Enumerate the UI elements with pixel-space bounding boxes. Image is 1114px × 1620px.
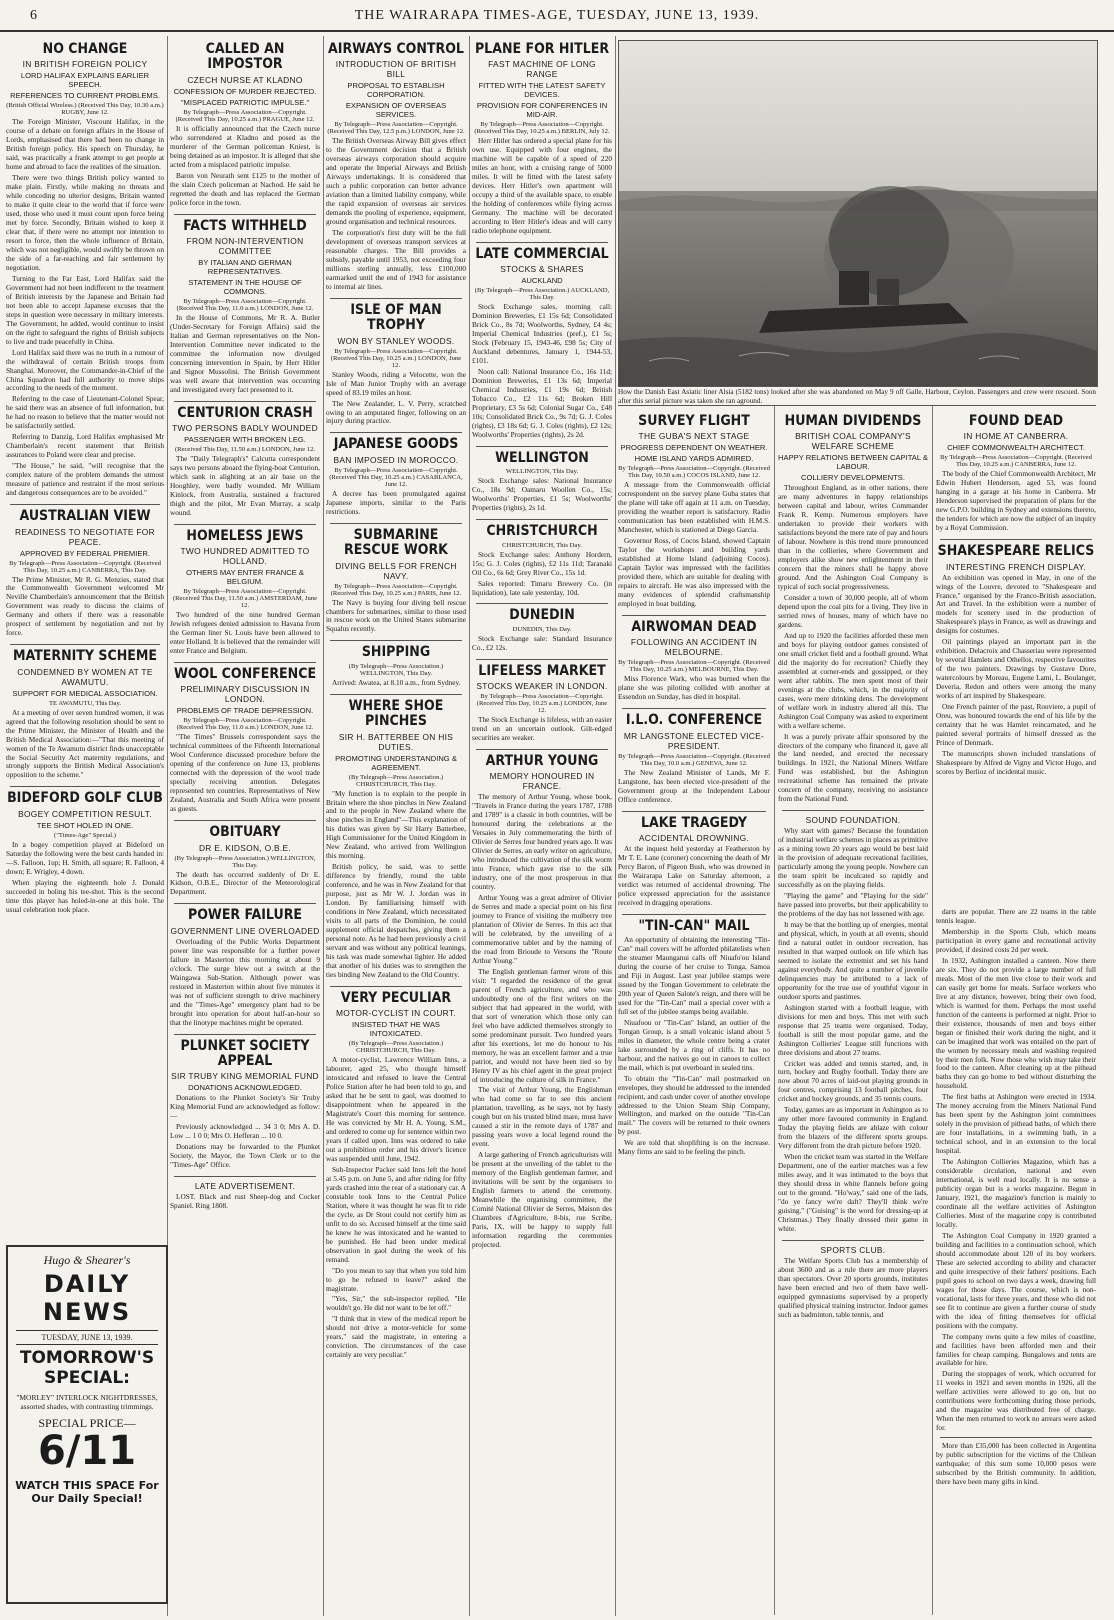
- subheadline: ACCIDENTAL DROWNING.: [638, 832, 750, 843]
- headline: POWER FAILURE: [187, 907, 302, 924]
- dateline: By Telegraph—Press Association—Copyright. (Received This Day, 10.25 a.m.) CANBERRA, June 12.: [940, 454, 1092, 469]
- paragraph: "I think that in view of the medical report he should not drive a motor-vehicle for some years," said the magistrate, in entering a conviction. The circumstances of the case certainly are very peculiar.": [326, 1314, 466, 1360]
- divider: [476, 242, 608, 243]
- subheadline: IN HOME AT CANBERRA.: [963, 431, 1069, 442]
- headline: SHAKESPEARE RELICS: [937, 543, 1095, 560]
- sub-deck: REFERENCES TO CURRENT PROBLEMS.: [10, 91, 160, 101]
- ad-headline: TOMORROW'S SPECIAL:: [19, 1348, 155, 1388]
- subheadline: BAN IMPOSED IN MOROCCO.: [333, 454, 459, 465]
- paragraph: The English gentleman farmer wrote of this visit: "I regarded the residence of the great parent of French agriculture, and who was undoubtedly one of the first writers on the subject that had appeared in the world, with that sort of veneration which those only can feel who have addicted themselves strongly to some predominant pursuit. Two hundred years after his exertions, let me do honour to his memory, he was an excellent farmer and a true patriot, and would not have been tied so by Henry IV as his chief agent in the great project of introducing the culture of silk in France.": [472, 966, 612, 1084]
- paragraph: The visit of Arthur Young, the Englishman who had come so far to see this ancient plantation, travelling, as he says, not by hasty cough but on his trusted blind mare, must have caused a stir in the remote days of 1787 and passing years wove a local legend round the event.: [472, 1085, 612, 1149]
- paragraph: Lord Halifax said there was no truth in a rumour of the withdrawal of certain British troops from Shanghai. Moreover, the Commander-in-Chief of the China Squadron had full authority to move ships according to the needs of the moment.: [6, 347, 164, 393]
- divider: [174, 662, 316, 663]
- paragraph: It was a purely private affair sponsored by the directors of the company who financed it, gave all the land needed, and erected the necessary buildings. In 1921, the National Miners Welfare Fund was established, but the Ashington recreational scheme has remained the private concern of the company, receiving no assistance from the National Fund.: [778, 731, 928, 804]
- paragraph: Stock Exchange sales: Anthony Hordern, 15s; G. J. Coles (rights), £2 11s 11d; Taranaki Oil Co., 6s 6d; Grey River Co., 15s 1d.: [472, 549, 612, 577]
- divider: [174, 820, 316, 821]
- article-found-dead: [936, 414, 1096, 533]
- column-7: [936, 410, 1096, 900]
- headline: CHRISTCHURCH: [486, 523, 598, 540]
- article-shipping: [326, 645, 466, 687]
- paragraph: LOST. Black and rust Sheep-dog and Cocker Spaniel. Ring 1808.: [170, 1192, 320, 1210]
- paragraph: British policy, he said, was to settle difference by friendly, round the table conference, and he was in New Zealand for that purpose, just as Mr W. J. Jordan was in London. By familiarising himself with conditions in New Zealand, which necessitated visits to all parts of the Dominion, he could supplement official despatches, giving them a personal note. As he had been previously a civil servant and was without any political leanings, his task was made somewhat lighter. He added that another of his duties was to strengthen the ties binding New Zealand to the Old Country.: [326, 862, 466, 979]
- paragraph: Referring to Danzig, Lord Halifax emphasised Mr Chamberlain's recent statement that British assurances to Poland were clear and precise.: [6, 432, 164, 460]
- sub-deck: COLLIERY DEVELOPMENTS.: [801, 473, 905, 483]
- paragraph: Cricket was added and tennis started, and, in turn, hockey and Rugby football. Today there are now about 70 acres of laid-out playing grounds in four centres, comprising 13 football pitches, four cricket and hockey grounds, and 35 tennis courts.: [778, 1058, 928, 1104]
- headline: PLANE FOR HITLER: [474, 41, 610, 57]
- column-rule: [932, 405, 933, 1615]
- article-i-l-o-conference: [618, 713, 770, 804]
- divider: [330, 694, 462, 695]
- paragraph: The manuscripts shown included translations of Shakespeare by Alfred de Vigny and Victor Hugo, and scores by Berlioz of incidental music.: [936, 748, 1096, 776]
- ship-photograph: [618, 40, 1098, 387]
- subheadline: STOCKS WEAKER IN LONDON.: [476, 681, 608, 692]
- divider: [330, 986, 462, 987]
- paragraph: Baron von Neurath sent £125 to the mother of the slain Czech policeman at Nachod. He said he regretted the death and has replaced the German police force in the town.: [170, 170, 320, 207]
- sub-deck: CHIEF COMMONWEALTH ARCHITECT.: [947, 443, 1085, 453]
- subheadline: LATE ADVERTISEMENT.: [194, 1181, 296, 1192]
- article-obituary: [170, 825, 320, 897]
- article-where-shoe-pinches: [326, 699, 466, 980]
- article-isle-of-man-trophy: [326, 303, 466, 427]
- sub-deck: PASSENGER WITH BROKEN LEG.: [184, 435, 306, 444]
- page-number: 6: [30, 8, 37, 23]
- divider: [782, 810, 924, 811]
- paragraph: The Navy is buying four diving bell rescue chambers for submarines, similar to those used in rescue work on the United States submarine Squalus recently.: [326, 597, 466, 634]
- divider: [330, 523, 462, 524]
- headline: WELLINGTON: [495, 449, 589, 466]
- headline: JAPANESE GOODS: [333, 436, 459, 453]
- paragraph: "Yes, Sir," the sub-inspector replied. "He wouldn't go. He did not want to be let off.": [326, 1294, 466, 1313]
- dateline: By Telegraph—Press Association—Copyright. (Received This Day, 10.25 a.m.) BERLIN, July 12.: [474, 121, 610, 136]
- subheadline: PRELIMINARY DISCUSSION IN LONDON.: [180, 684, 310, 705]
- dateline: (By Telegraph—Press Association.) WELLINGTON, This Day.: [174, 854, 316, 869]
- subheadline: BOGEY COMPETITION RESULT.: [18, 808, 152, 819]
- article-wellington: [472, 451, 612, 513]
- column-rule: [615, 36, 616, 1616]
- subheadline: INTERESTING FRENCH DISPLAY.: [946, 561, 1086, 572]
- subheadline: TWO PERSONS BADLY WOUNDED: [172, 423, 318, 433]
- divider: [940, 539, 1092, 540]
- ad-brand: Hugo & Shearer's: [43, 1253, 131, 1267]
- article-plunket-society-appeal: [170, 1039, 320, 1171]
- sub-deck: HAPPY RELATIONS BETWEEN CAPITAL & LABOUR.: [778, 453, 928, 472]
- dateline: (By Telegraph—Press Association.) CHRISTCHURCH, This Day.: [348, 1040, 444, 1055]
- divider: [476, 659, 608, 660]
- subheadline: MR LANGSTONE ELECTED VICE-PRESIDENT.: [623, 730, 765, 751]
- ad-title: DAILY NEWS: [42, 1270, 132, 1326]
- divider: [476, 519, 608, 520]
- divider: [10, 786, 160, 787]
- sub-deck: PROVISION FOR CONFERENCES IN MID-AIR.: [476, 101, 608, 120]
- paragraph: Ashington started with a football league, with divisions for men and boys. This met with such response that 25 teams were organised. Today, football is still the most popular game, and the Ashington Collieries' League still functions with three divisions and about 27 teams.: [778, 1002, 928, 1057]
- article-arthur-young: [472, 754, 612, 1250]
- headline: NO CHANGE: [42, 41, 128, 57]
- dateline: By Telegraph—Press Association—Copyright. (Received This Day, 10.25 a.m.) CASABLANCA, June 12.: [329, 466, 463, 488]
- headline: WOOL CONFERENCE: [173, 666, 317, 683]
- article-wool-conference: [170, 667, 320, 814]
- paragraph: To obtain the "Tin-Can" mail postmarked on envelopes, they should be addressed to the intended recipient, and cash under cover of another envelope addressed to the Union Steam Ship Company, Wellington, and marked on the outside "Tin-Can mail." The covers will be returned to their owners by post.: [618, 1073, 770, 1137]
- headline: PLUNKET SOCIETY APPEAL: [180, 1037, 310, 1069]
- divider: [622, 615, 766, 616]
- sub-deck: TEE SHOT HOLED IN ONE.: [36, 820, 134, 830]
- column-2: [170, 38, 320, 1613]
- sub-deck: PROMOTING UNDERSTANDING & AGREEMENT.: [335, 753, 457, 772]
- paragraph: When the cricket team was started in the Welfare Department, one of the earlier matches was a few miles away, and it was intimated to the boys that they should dress in white flannels before going out to the ground. "Ho'way," said one of the lads, "do ye fancy we're daft? They'll think we're guising." ("Guising" is the word for dressing-up at Christmas.) They finally dressed their game in white.: [778, 1152, 928, 1233]
- article-airwoman-dead: [618, 620, 770, 702]
- article-plane-for-hitler: [472, 42, 612, 236]
- paragraph: One French painter of the past, Rouviere, a pupil of Oreu, was honoured towards the end of his life by the certainty that he was Hamlet reincarnated, and he painted several portraits of himself dressed as the Prince of Denmark.: [936, 702, 1096, 747]
- paragraph: Herr Hitler has ordered a special plane for his own use. Equipped with four engines, the machine will be capable of a speed of 220 miles an hour, with a cruising range of 5000 miles. It will be fitted with the latest safety devices. Herr Hitler's own apartment will occupy a third of the available space, to enable the holding of conferences while flying across Germany. The machine will be decorated according to Herr Hitler's ideas and will carry radio telephone equipment.: [472, 136, 612, 236]
- article-lake-tragedy: [618, 816, 770, 908]
- headline: CALLED AN IMPOSTOR: [205, 41, 285, 73]
- ad-price: 6/11: [37, 1428, 137, 1475]
- paragraph: Donations to the Plunket Society's Sir Truby King Memorial Fund are acknowledged as follow:—: [170, 1093, 320, 1121]
- headline: AUSTRALIAN VIEW: [19, 508, 151, 525]
- dateline: CHRISTCHURCH, This Day.: [502, 541, 582, 549]
- dateline: (By Telegraph—Press Association.) CHRISTCHURCH, This Day.: [348, 773, 444, 788]
- divider: [476, 603, 608, 604]
- divider: [940, 1437, 1092, 1438]
- headline: ISLE OF MAN TROPHY: [350, 301, 442, 334]
- paragraph: The memory of Arthur Young, whose book, "Travels in France during the years 1787, 1788 and 1789" is a classic in both countries, will be honoured during the celebrations at the Versaies in July commemorating the birth of Olivier de Serres four hundred years ago. It was Olivier de Serres, an early writer on agriculture, who introduced the cultivation of the silk worm into France, which gave rise to the silk industry, one of the most prosperous in that country.: [472, 792, 612, 892]
- ad-footer: WATCH THIS SPACE For Our Daily Special!: [15, 1479, 159, 1506]
- paragraph: A decree has been promulgated against Japanese imports, similar to the Paris restrictions.: [326, 488, 466, 516]
- column-4: [472, 38, 612, 1613]
- subheadline: READINESS TO NEGOTIATE FOR PEACE.: [15, 526, 155, 547]
- continued-text: In 1932, Ashington installed a canteen. Now there are six. They do not provide a large number of full meals. Most of the men live close to their work and can easily get home for meals. Surface workers who live at any distance, however, bring their own food, which is warmed for them. Perhaps the most useful function of the canteens is performed at night. Prior to their existence, thousands of men and boys either began or finished their work during the night, and it can be imagined that work was entailed on the part of the women by necessary meals and washing required by their men folk. Now those who wish may take their food to the canteen. After cleaning up at the pithead baths they can go home to bed without disturbing the household.: [936, 955, 1096, 1091]
- paragraph: A large gathering of French agriculturists will be present at the unveiling of the tablet to the memory of the English gentleman farmer, and invitations will be sent by the organisers to English farmers to attend the ceremony. Meanwhile the organising committee, the Comité National Olivier de Serres, Maison des Chambres d'Agriculture, 8-bis, rue Scribe, Paris, IX, will be happy to supply full information regarding the ceremonies projected.: [472, 1150, 612, 1249]
- ad-price-label: SPECIAL PRICE—: [38, 1416, 136, 1431]
- paragraph: Referring to the case of Lieutenant-Colonel Spear, he said there was an absence of full information, but he had no reason to believe that the matter would not be satisfactorily settled.: [6, 394, 164, 431]
- continued-text: The Ashington Collieries Magazine, which has a considerable circulation, national and even international, is well read locally. It is no sense a publicity organ but is a works magazine. Begun in January, 1921, the magazine's function is mainly to coordinate all the welfare activities of Ashington Collieries. Most of the magazine copy is contributed locally.: [936, 1157, 1096, 1229]
- sub-deck: APPROVED BY FEDERAL PREMIER.: [20, 548, 150, 558]
- sub-deck: AUCKLAND: [521, 276, 563, 286]
- paragraph: "My function is to explain to the people in Britain where the shoe pinches in New Zealand and to the people in New Zealand where the shoe pinches in England"—This explanation of his duties was given by Sir Harry Batterbee, High Commissioner for the United Kingdom in New Zealand, who arrived from Wellington this morning.: [326, 788, 466, 861]
- article-continuation: [936, 908, 1096, 1487]
- paragraph: It is officially announced that the Czech nurse who surrendered at Kladno and posed as the murderer of the German policeman Kniest, is being detained as an impostor. It is alleged that she acted from a misplaced patriotic impulse.: [170, 123, 320, 169]
- headline: FACTS WITHHELD: [183, 217, 307, 234]
- sub-deck: SUPPORT FOR MEDICAL ASSOCIATION.: [12, 688, 158, 698]
- column-3: [326, 38, 466, 1613]
- subheadline: CZECH NURSE AT KLADNO: [187, 74, 303, 85]
- paragraph: The body of the Chief Commonwealth Architect, Mr Edwin Hubert Henderson, aged 53, was found hanging in a garage at his home in Canberra. Mr Henderson supervised the preparation of plans for the new G.P.O. building in Sydney and extensions thereto, the tenders for which are now the subject of an inquiry by a Royal Commission.: [936, 469, 1096, 533]
- subheadline: SPORTS CLUB.: [820, 1244, 886, 1255]
- headline: WHERE SHOE PINCHES: [348, 697, 444, 730]
- article-survey-flight: [618, 414, 770, 609]
- paragraph: The Prime Minister, Mr R. G. Menzies, stated that the Commonwealth Government welcomed Mr Neville Chamberlain's announcement that the British Government was ready to discuss the claims of Germany and others if there was a reasonable prospect of settlement by negotiation and not by force.: [6, 574, 164, 638]
- sub-deck: CONFESSION OF MURDER REJECTED.: [173, 86, 317, 96]
- paragraph: At a meeting of over seven hundred women, it was agreed that the following resolution should be sent to the Prime Minister, the Minister of Health and the British Medical Association:—"That this meeting of women of the Te Awamutu district finds unacceptable the Social Security Act maternity regulations, and strongly supports the British Medical Association's opposition to the scheme.": [6, 707, 164, 780]
- paragraph: "Do you mean to say that when you told him to go he refused to leave?" asked the magistrate.: [326, 1265, 466, 1293]
- sub-deck: "MISPLACED PATRIOTIC IMPULSE.": [180, 97, 310, 107]
- column-1: [6, 38, 164, 1241]
- subheadline: CONDEMNED BY WOMEN AT TE AWAMUTU.: [17, 666, 153, 687]
- subheadline: DR E. KIDSON, O.B.E.: [198, 842, 292, 853]
- divider: [174, 903, 316, 904]
- paragraph: The death has occurred suddenly of Dr E. Kidson, O.B.E., Director of the Meteorological Department.: [170, 869, 320, 897]
- headline: SUBMARINE RESCUE WORK: [344, 526, 448, 559]
- divider: [174, 401, 316, 402]
- dateline: (British Official Wireless.) (Received This Day, 10.30 a.m.) RUGBY, June 12.: [6, 102, 164, 117]
- subheadline: WON BY STANLEY WOODS.: [337, 335, 455, 346]
- headline: HUMAN DIVIDENDS: [784, 413, 922, 429]
- paragraph: The New Zealander, L. V. Perry, scratched owing to an amputated finger, following on an injury during practice.: [326, 398, 466, 426]
- subheadline: IN BRITISH FOREIGN POLICY: [22, 59, 148, 70]
- continued-text: The Ashington Coal Company in 1920 granted a building and facilities to a continuation school, which should accommodate about 120 of its boy workers. These are selected according to ability and character and quite irrespective of their fathers' positions. Each pupil goes to school on two days a week, drawing full wages for those days. The course, which is non-vocational, lasts for three years, and those who did not see fit to continue are given a further course of study with the idea of fitting themselves for official positions with the company.: [936, 1230, 1096, 1330]
- headline: DUNEDIN: [509, 607, 575, 624]
- paragraph: There were two things British policy wanted to make plain. Firstly, while making no threats and while conceding no ulterior designs, Britain wanted to make it quite clear to the world that if force were used, those who used it must count upon force being met by force. Secondly, Britain wished to keep it clear that, if there were no attempt nor intention to resort to force, then the whole influence of Britain, which was not negligible, would swiftly be thrown on the side of a far-reaching and fair settlement by negotiation.: [6, 173, 164, 272]
- headline: VERY PECULIAR: [340, 989, 452, 1006]
- column-7-continued: [936, 908, 1096, 1608]
- dateline: DUNEDIN, This Day.: [512, 625, 572, 633]
- sub-deck: BY ITALIAN AND GERMAN REPRESENTATIVES.: [198, 257, 292, 276]
- article-no-change: [6, 42, 164, 498]
- paragraph: An exhibition was opened in May, in one of the wings of the Louvre, devoted to "Shakespeare and France," organised by the Franco-British association, Art and Travel. In the exhibition were a number of models for scenery used in the production of Shakespeare's plays in France, as well as drawings and designs for costumes.: [936, 572, 1096, 636]
- headline: CENTURION CRASH: [177, 404, 313, 421]
- daily-news-advertisement: [6, 1245, 168, 1604]
- article-airways-control: [326, 42, 466, 292]
- ad-date: TUESDAY, JUNE 13, 1939.: [16, 1330, 158, 1345]
- article-lifeless-market: [472, 664, 612, 743]
- headline: AIRWAYS CONTROL: [328, 41, 464, 57]
- sub-deck: INSISTED THAT HE WAS INTOXICATED.: [352, 1020, 440, 1039]
- paragraph: When playing the eighteenth hole J. Donald succeeded in holing his tee-shot. This is the second time this player has holed-in-one at this hole. The usual celebration took place.: [6, 877, 164, 914]
- article-sports-club: [778, 1245, 928, 1320]
- sub-deck: DONATIONS ACKNOWLEDGED.: [188, 1083, 302, 1093]
- paragraph: The "Daily Telegraph's" Calcutta correspondent says two persons aboard the flying-boat Centurion, which sank in alighting at an air base on the Hooghley, were badly wounded. Mr William Kinlock, from Australia, sustained a fractured thigh and the pilot, Mr Evan Murray, a scalp wound.: [170, 454, 320, 517]
- divider: [174, 1176, 316, 1177]
- article-dunedin: [472, 608, 612, 652]
- headline: MATERNITY SCHEME: [12, 648, 158, 665]
- paragraph: Stock Exchange sales: National Insurance Co., 18s 9d; Oamaru Woollen Co., 15s; Woolworths' Properties, £1 5s; Woolworths' Properties (rights), 2s 1d.: [472, 476, 612, 513]
- continued-text: The company owns quite a few miles of coastline, and facilities have been afforded men and their families for cheap camping. Bungalows and tents are available for hire.: [936, 1331, 1096, 1368]
- column-5: [618, 410, 770, 1613]
- paragraph: Stock Exchange sale: Standard Insurance Co., £2 12s.: [472, 633, 612, 652]
- dateline: (Received This Day, 11.50 a.m.) LONDON, June 12.: [174, 446, 316, 453]
- dateline: By Telegraph—Press Association—Copyright. (Received This Day, 10.25 a.m.) CANBERRA, This Day.: [9, 559, 161, 574]
- continued-text: More than £35,000 has been collected in Argentina by public subscription for the victims of the Chilean earthquake; of this sum some 10,000 pesos were subscribed by the British community. In addition, there have been many gifts in kind.: [936, 1441, 1096, 1487]
- paragraph: It may be that the bottling up of energies, mental and physical, which, in youth at all events, should find a natural outlet in outdoor recreation, has resulted in that warped outlook on life which has seemed to isolate the extremist and set his hand against everybody. And quite a number of juvenile delinquencies may be attributed to a lack of opportunity for the true use of youthful vigour in outdoor sports and pastimes.: [778, 919, 928, 1001]
- article-centurion-crash: [170, 406, 320, 518]
- article-homeless-jews: [170, 529, 320, 656]
- headline: LAKE TRAGEDY: [640, 814, 748, 831]
- paragraph: In a bogey competition played at Bideford on Saturday the following were the best cards handed in:—S. Falloon, 1up; H. Smith, all square; R. Falloon, 4 down; E. Wrigley, 4 down.: [6, 839, 164, 876]
- sub-deck: PROPOSAL TO ESTABLISH CORPORATION.: [347, 81, 445, 100]
- paragraph: Overloading of the Public Works Department power line was responsible for a further power failure in Masterton this morning at about 9 o'clock. The surge blew out a switch at the Waingawa Sub-Station. Although power was restored in Masterton within about five minutes it was not of sufficient strength to drive machinery and the "Times-Age" emergency plant had to be brought into operation for about half-an-hour so that the linotype machines might be operated.: [170, 936, 320, 1027]
- sub-deck: STATEMENT IN THE HOUSE OF COMMONS.: [188, 277, 302, 296]
- dateline: (By Telegraph—Press Association.) AUCKLAND, This Day.: [474, 287, 610, 302]
- paragraph: Stanley Woods, riding a Velocette, won the Isle of Man Junior Trophy with an average speed of 83.19 miles an hour.: [326, 369, 466, 397]
- article-sound-foundation: [778, 815, 928, 1234]
- divider: [476, 446, 608, 447]
- article-tin-can-mail: [618, 919, 770, 1158]
- divider: [782, 1240, 924, 1241]
- article-human-dividends: [778, 414, 928, 804]
- subheadline: FOLLOWING AN ACCIDENT IN MELBOURNE.: [630, 637, 758, 658]
- divider: [10, 504, 160, 505]
- paragraph: Oil paintings played an important part in the exhibition. Delacroix and Chasseriau were represented by several Hamlets and Othellos, respective favourites of the two painters. Drawings by Gustave Dore, watercolours by Moreau, Eugene Lami, L. Boulanger, Deveria, Redon and others were among the many works of art inspired by Shakespeare.: [936, 637, 1096, 701]
- divider: [330, 640, 462, 641]
- sub-deck: PROBLEMS OF TRADE DEPRESSION.: [176, 706, 314, 716]
- subheadline: GOVERNMENT LINE OVERLOADED: [170, 925, 320, 936]
- dateline: By Telegraph—Press Association—Copyright. (Received This Day, 11.0 a.m.) LONDON, June 12.: [176, 297, 314, 312]
- column-6: [778, 410, 928, 1613]
- subheadline: STOCKS & SHARES: [500, 264, 584, 275]
- sub-deck: FITTED WITH THE LATEST SAFETY DEVICES.: [478, 81, 606, 100]
- divider: [174, 524, 316, 525]
- paragraph: Turning to the Far East, Lord Halifax said the Government had not been indifferent to the treatment of British interests by the Japanese and Britain had not been able to accept Japanese excuses that the steps in question were necessary in military interests. The Government, he added, would continue to insist on the right to safeguard the rights of British subjects to live and trade peacefully in China.: [6, 273, 164, 346]
- paragraph: Throughout England, as in other nations, there are many adventures in happy relationships between capital and labour, writes Commander Frank R. Kemp. Numerous employers have undertaken to provide their workers with satisfactions beyond the mere rate of pay and hours of labour. Nowhere is this trend more pronounced than in the collieries, where Government and employers alike show new enlightenment in their concern that the miners shall be happy above ground. And the Ashington Coal Company is typical of such social progressiveness.: [778, 483, 928, 592]
- article-shakespeare-relics: [936, 544, 1096, 777]
- article-power-failure: [170, 908, 320, 1027]
- dateline: By Telegraph—Press Association—Copyright. (Received This Day, 10.0 a.m.) GENEVA, June 12.: [618, 752, 770, 767]
- continued-text: darts are popular. There are 22 teams in the table tennis league.: [936, 908, 1096, 925]
- dateline: By Telegraph—Press Association—Copyright. (Received This Day, 10.25 a.m.) PARIS, June 12.: [330, 582, 462, 597]
- paragraph: Niuafoou or "Tin-Can" Island, an outlier of the Tongan Group, is a small volcanic island about 5 miles in diameter, the whole centre being a crater lake surrounded by a ring of cliffs. It has no harbour, and the natives go out in canoes to collect the mail, which is put overboard in sealed tins.: [618, 1017, 770, 1072]
- paragraph: Arthur Young was a great admirer of Olivier de Serres and made a special point on his first journey to France of visiting the mulberry tree plantation of Olivier de Serres. In this act that will be celebrated, by the unveiling of a commemorative tablet and by the naming of the road from Brioude to Versons the "Route Arthur Young.": [472, 893, 612, 965]
- article-japanese-goods: [326, 437, 466, 516]
- dateline: ("Times-Age" Special.): [54, 831, 116, 839]
- subheadline: DIVING BELLS FOR FRENCH NAVY.: [335, 560, 457, 581]
- paragraph: The New Zealand Minister of Lands, Mr F. Langstone, has been elected vice-president of the Government group at the Independent Labour Office conference.: [618, 767, 770, 804]
- newspaper-title: THE WAIRARAPA TIMES-AGE, TUESDAY, JUNE 13, 1939.: [354, 8, 760, 23]
- article-maternity-scheme: [6, 649, 164, 780]
- paragraph: The Welfare Sports Club has a membership of about 3600 and as a rule there are more players than spectators. Over 20 sports grounds, institutes have been erected and two of them have well-equipped gymnasiums supervised by a properly qualified physical training instructor. Indoor games such as badminton, table tennis, and: [778, 1255, 928, 1319]
- photo-caption: How the Danish East Asiatic liner Alsia (5182 tons) looked after she was abandoned on May 9 off Galle, Harbour, Ceylon. Passengers and crew were rescued. Soon after this serial picture was taken she ran aground.: [618, 388, 1096, 405]
- divider: [174, 214, 316, 215]
- dateline: TE AWAMUTU, This Day.: [49, 699, 121, 707]
- dateline: By Telegraph—Press Association—Copyright. (Received This Day, 10.25 a.m.) PRAGUE, June 12.: [175, 108, 315, 123]
- continued-text: During the stoppages of work, which occurred for 11 weeks in 1921 and seven months in 1926, all the welfare activities were allowed to go on, but no contributions were forthcoming during those periods, and the magazine was distributed free of charge. When the men returned to work no arrears were asked for.: [936, 1369, 1096, 1433]
- dateline: (By Telegraph—Press Association.) WELLINGTON, This Day.: [348, 662, 444, 677]
- dateline: By Telegraph—Press Association—Copyright. (Received This Day, 10.25 a.m.) MELBOURNE, This Day.: [618, 659, 770, 674]
- paragraph: Previously acknowledged ... 34 3 0; Mrs A. D. Low ... 1 0 0; Mrs O. Hefferan ... 10 0.: [170, 1122, 320, 1141]
- headline: OBITUARY: [209, 824, 281, 841]
- paragraph: Arrived: Awatea, at 8.10 a.m., from Sydney.: [332, 677, 461, 687]
- sub-deck: PROGRESS DEPENDENT ON WEATHER.: [620, 443, 768, 453]
- article-christchurch: [472, 524, 612, 597]
- divider: [10, 644, 160, 645]
- paragraph: A motor-cyclist, Lawrence William Inns, a labourer, aged 25, who thought himself intoxicated and refused to leave the Central Police Station after he had been told to go, and asked that he be sent to gaol, was doomed to disappointment when he appeared in the Magistrate's Court this morning for sentence. He was convicted by Mr H. A. Young, S.M., and ordered to come up for sentence within two years if called upon. Inns was ordered to take out a prohibition order and his driver's licence was suspended until June, 1942.: [326, 1055, 466, 1163]
- subheadline: MEMORY HONOURED IN FRANCE.: [489, 771, 595, 792]
- subheadline: THE GUBA'S NEXT STAGE: [638, 431, 750, 442]
- article-submarine-rescue-work: [326, 528, 466, 635]
- sub-deck: HOME ISLAND YARDS ADMIRED.: [634, 454, 754, 464]
- paragraph: Donations may be forwarded to the Plunket Society, the Mayor, the Town Clerk or to the "Times-Age" Office.: [170, 1142, 320, 1170]
- paragraph: "The House," he said, "will recognise that the complex nature of the problem demands the utmost measure of patience and restraint if the most serious and dangerous consequences are to be avoided.": [6, 461, 164, 498]
- subheadline: FAST MACHINE OF LONG RANGE: [488, 59, 596, 80]
- paragraph: The Stock Exchange is lifeless, with an easier trend on an uncertain outlook. Gilt-edged securities are weaker.: [472, 715, 612, 743]
- paragraph: Why start with games? Because the foundation of industrial welfare schemes in places as primitive as a mining town 20 years ago would be best laid in the provision of adequate recreational facilities, particularly among the young people. Nowhere can the team spirit be inculcated so rapidly and successfully as on the playing fields.: [778, 826, 928, 890]
- subheadline: FROM NON-INTERVENTION COMMITTEE: [186, 235, 304, 256]
- paragraph: Sales reported: Timaru Brewery Co. (in liquidation), late sale yesterday, 10d.: [472, 578, 612, 597]
- dateline: WELLINGTON, This Day.: [505, 468, 579, 476]
- paragraph: "The Times" Brussels correspondent says the technical committees of the Fifteenth International Wool Conference discussed procedure before the opening of the conference on June 13, problems connected with the depression of the wool trade specially receiving attention. Delegates represented ten countries. Representatives of New Zealand, Australia and South Africa were present as guests.: [170, 732, 320, 814]
- divider: [622, 708, 766, 709]
- paragraph: Miss Florence Wark, who was burned when the plane she was piloting collided with another at Essendon on Sunday, has died in hospital.: [618, 674, 770, 702]
- headline: SURVEY FLIGHT: [638, 413, 750, 429]
- column-rule: [774, 405, 775, 1615]
- sub-deck: LORD HALIFAX EXPLAINS EARLIER SPEECH.: [20, 71, 150, 90]
- headline: SHIPPING: [361, 644, 431, 661]
- paragraph: Two hundred of the nine hundred German Jewish refugees denied admission to Havana from the German liner St. Louis have been allowed to enter Holland. It is believed that the remainder will enter France and Belgium.: [170, 610, 320, 656]
- divider: [330, 298, 462, 299]
- subheadline: INTRODUCTION OF BRITISH BILL: [335, 59, 457, 80]
- article-called-an-impostor: [170, 42, 320, 208]
- subheadline: MOTOR-CYCLIST IN COURT.: [336, 1008, 456, 1019]
- headline: ARTHUR YOUNG: [485, 753, 599, 770]
- headline: "TIN-CAN" MAIL: [638, 917, 750, 934]
- paragraph: Stock Exchange sales, morning call: Dominion Breweries, £1 15s 6d; Consolidated Brick Co., 8s 7d; Woolworths, Sydney, £4 4s; Imperial Chemical Industries (pref.), £1 5s; Stock (February 15, 1943-46, £98 5s; City of Auckland debentures, January 1, 1944-53, £101.: [472, 302, 612, 366]
- paragraph: The Foreign Minister, Viscount Halifax, in the course of a debate on foreign affairs in the House of Lords, emphasised that there had been no change in British foreign policy. His speech on Thursday, he said, was practically a frank attempt to get people at home and abroad to face the realities of the situation.: [6, 117, 164, 172]
- article-late-commercial: [472, 247, 612, 440]
- headline: LIFELESS MARKET: [478, 662, 606, 679]
- paragraph: Sub-Inspector Packer said Inns left the hotel at 5.45 p.m. on June 5, and after riding for fifty yards crashed into the rear of a stationary car. A constable took Inns to the Central Police Station, where it was thought he was fit to ride the cycle, as Dr Stout could not certify him as unfit to do so. Accused himself at the time said he knew he was intoxicated and he wanted to be punished. He had been under medical observation in gaol during the week of his remand.: [326, 1164, 466, 1264]
- paragraph: In the House of Commons, Mr R. A. Butler (Under-Secretary for Foreign Affairs) said the Italian and German representatives on the Non-Intervention Committee never indicated to the committee the information now divulged concerning intervention in Spain, by Herr Hitler and Signor Mussolini. The British Government was well aware that intervention was occurring and investigated every fact presented to it.: [170, 312, 320, 394]
- column-rule: [323, 36, 324, 1616]
- headline: BIDEFORD GOLF CLUB: [7, 790, 163, 807]
- paragraph: We are told that shoplifting is on the increase. Many firms are said to be feeling the pinch.: [618, 1138, 770, 1157]
- headline: LATE COMMERCIAL: [475, 246, 609, 263]
- dateline: By Telegraph—Press Association—Copyright. (Received This Day, 11.0 a.m.) LONDON, June 12.: [176, 717, 314, 732]
- paragraph: The corporation's first duty will be the full development of overseas transport services at reasonable charges. The Bill provides a subsidy, payable until 1953, not exceeding four millions sterling annually, less £100,000 earmarked until the end of 1943 for assistance to internal air lines.: [326, 228, 466, 291]
- dateline: By Telegraph—Press Association—Copyright. (Received This Day, 12.5 p.m.) LONDON, June 12.: [327, 121, 465, 136]
- subheadline: TWO HUNDRED ADMITTED TO HOLLAND.: [180, 546, 310, 567]
- masthead: [0, 0, 1114, 32]
- continued-text: Membership in the Sports Club, which means participation in every game and recreational activity provided, if desired costs 2d per week.: [936, 926, 1096, 954]
- paragraph: "Playing the game" and "Playing for the side" have passed into proverbs, but their applicability to the problems of the day has not lessened with age.: [778, 891, 928, 919]
- divider: [622, 811, 766, 812]
- ad-body: "MORLEY" INTERLOCK NIGHTDRESSES, assorted shades, with contrasting trimmings.: [16, 1393, 158, 1412]
- column-rule: [469, 36, 470, 1616]
- subheadline: SOUND FOUNDATION.: [805, 815, 901, 826]
- sub-deck: EXPANSION OF OVERSEAS SERVICES.: [345, 101, 447, 120]
- paragraph: And up to 1920 the facilities afforded these men and boys for playing outdoor games consisted of one small cricket field and a football ground. What did the majority do for recreation? Chiefly they assembled at corner-ends and gossipped, or they went after rabbits. The men spent most of their evenings at the clubs, which, in the majority of cases, were mere drinking dens. The development of welfare work in industry altered all this. The Ashington Coal Company was asked to experiment with a welfare scheme.: [778, 630, 928, 730]
- paragraph: An opportunity of obtaining the interesting "Tin-Can" mail covers will be afforded philatelists when the steamer Maunganui calls off Niuafo'ou Island during the course of her cruise to Tonga, Samoa and Fiji in August. Last year jubilee stamps were issued by the Tongan Government to celebrate the 20th year of Queen Salote's reign, and there will be used for the "Tin-Can" mail a special cover with a full set of the jubilee stamps being available.: [618, 935, 770, 1016]
- article-late-advertisement: [170, 1181, 320, 1211]
- paragraph: A message from the Commonwealth official correspondent on the survey plane Guba states that the plane will take off again at 11 a.m. on Tuesday, providing the weather report is satisfactory. Radio communication has been established with H.M.S. Manchester, which is stationed at Diego Garcia.: [618, 480, 770, 535]
- paragraph: The British Overseas Airway Bill gives effect to the Government decision that a British overseas airways corporation should acquire and operate the Imperial Airways and British Airways undertakings. It is considered that such a public corporation can better advance aviation than a limited liability company, while the rapid expansion of overseas air services demands the pooling of experience, equipment, ground organisation and technical resources.: [326, 136, 466, 227]
- subheadline: SIR TRUBY KING MEMORIAL FUND: [171, 1071, 319, 1082]
- headline: HOMELESS JEWS: [186, 527, 304, 544]
- headline: I.L.O. CONFERENCE: [625, 712, 763, 729]
- dateline: By Telegraph—Press Association—Copyright. (Received This Day, 11.50 a.m.) AMSTERDAM, June 12.: [172, 588, 318, 610]
- article-bideford-golf-club: [6, 791, 164, 914]
- headline: FOUND DEAD: [968, 413, 1064, 429]
- divider: [330, 432, 462, 433]
- divider: [622, 914, 766, 915]
- article-australian-view: [6, 509, 164, 638]
- article-facts-withheld: [170, 219, 320, 395]
- sub-deck: OTHERS MAY ENTER FRANCE & BELGIUM.: [186, 568, 304, 587]
- dateline: By Telegraph—Press Association—Copyright. (Received This Day, 10.25 a.m.) LONDON, June 12.: [476, 693, 608, 715]
- paragraph: Today, games are as important in Ashington as to any other more favoured community in England. Today the playing fields are ablaze with colour from the blazers of the different sports groups. Very different from the drab picture before 1920.: [778, 1105, 928, 1151]
- continued-text: The first baths at Ashington were erected in 1934. The money accruing from the Miners National Fund has been spent by the Ashington joint committees solely in the provision of pithead baths, of which there are four installations, in a swimming bath, in a technical school, and in an extension to the local hospital.: [936, 1092, 1096, 1156]
- subheadline: SIR H. BATTERBEE ON HIS DUTIES.: [338, 731, 454, 752]
- headline: AIRWOMAN DEAD: [631, 618, 757, 635]
- divider: [476, 749, 608, 750]
- dateline: By Telegraph—Press Association—Copyright. (Received This Day, 10.50 a.m.) COCOS ISLAND, June 12.: [618, 465, 770, 480]
- article-very-peculiar: [326, 991, 466, 1360]
- paragraph: At the inquest held yesterday at Featherston by Mr T. E. Lane (coroner) concerning the death of Mr Percy Baron, of Pigeon Bush, who was drowned in the Wairarapa Lake on Saturday afternoon, a verdict was returned of accidental drowning. The police expressed appreciation for the assistance received in dragging operations.: [618, 843, 770, 907]
- subheadline: BRITISH COAL COMPANY'S WELFARE SCHEME: [795, 431, 911, 452]
- paragraph: Noon call: National Insurance Co., 16s 11d; Dominion Breweries, £1 13s 6d; Imperial Chemical Industries, £1 19s 6d; British Tobacco Co., £2 11s 6d; Broken Hill Proprietary, £3 5s 6d; Colonial Sugar Co., £48 10s; Consolidated Brick Co., 9s 7d; G. J. Coles (rights), £3 18s 6d; G. J. Coles (rights), £2 12s; Woolworths' Properties (rights), 2s 2d.: [472, 367, 612, 439]
- divider: [174, 1034, 316, 1035]
- paragraph: Governor Ross, of Cocos Island, showed Captain Taylor the workshops and building yards established at Home Island (adjoining Cocos). Captain Taylor was impressed with the facilities provided there, which are suitable for dealing with repairs to aircraft. He was also impressed with the many evidences of splendid craftsmanship employed in boat building.: [618, 536, 770, 608]
- dateline: By Telegraph—Press Association—Copyright. (Received This Day, 10.25 a.m.) LONDON, June 12.: [330, 347, 462, 369]
- paragraph: Consider a town of 30,000 people, all of whom depend upon the coal pits for a living. They live in serried rows of houses, many of which have no gardens.: [778, 593, 928, 629]
